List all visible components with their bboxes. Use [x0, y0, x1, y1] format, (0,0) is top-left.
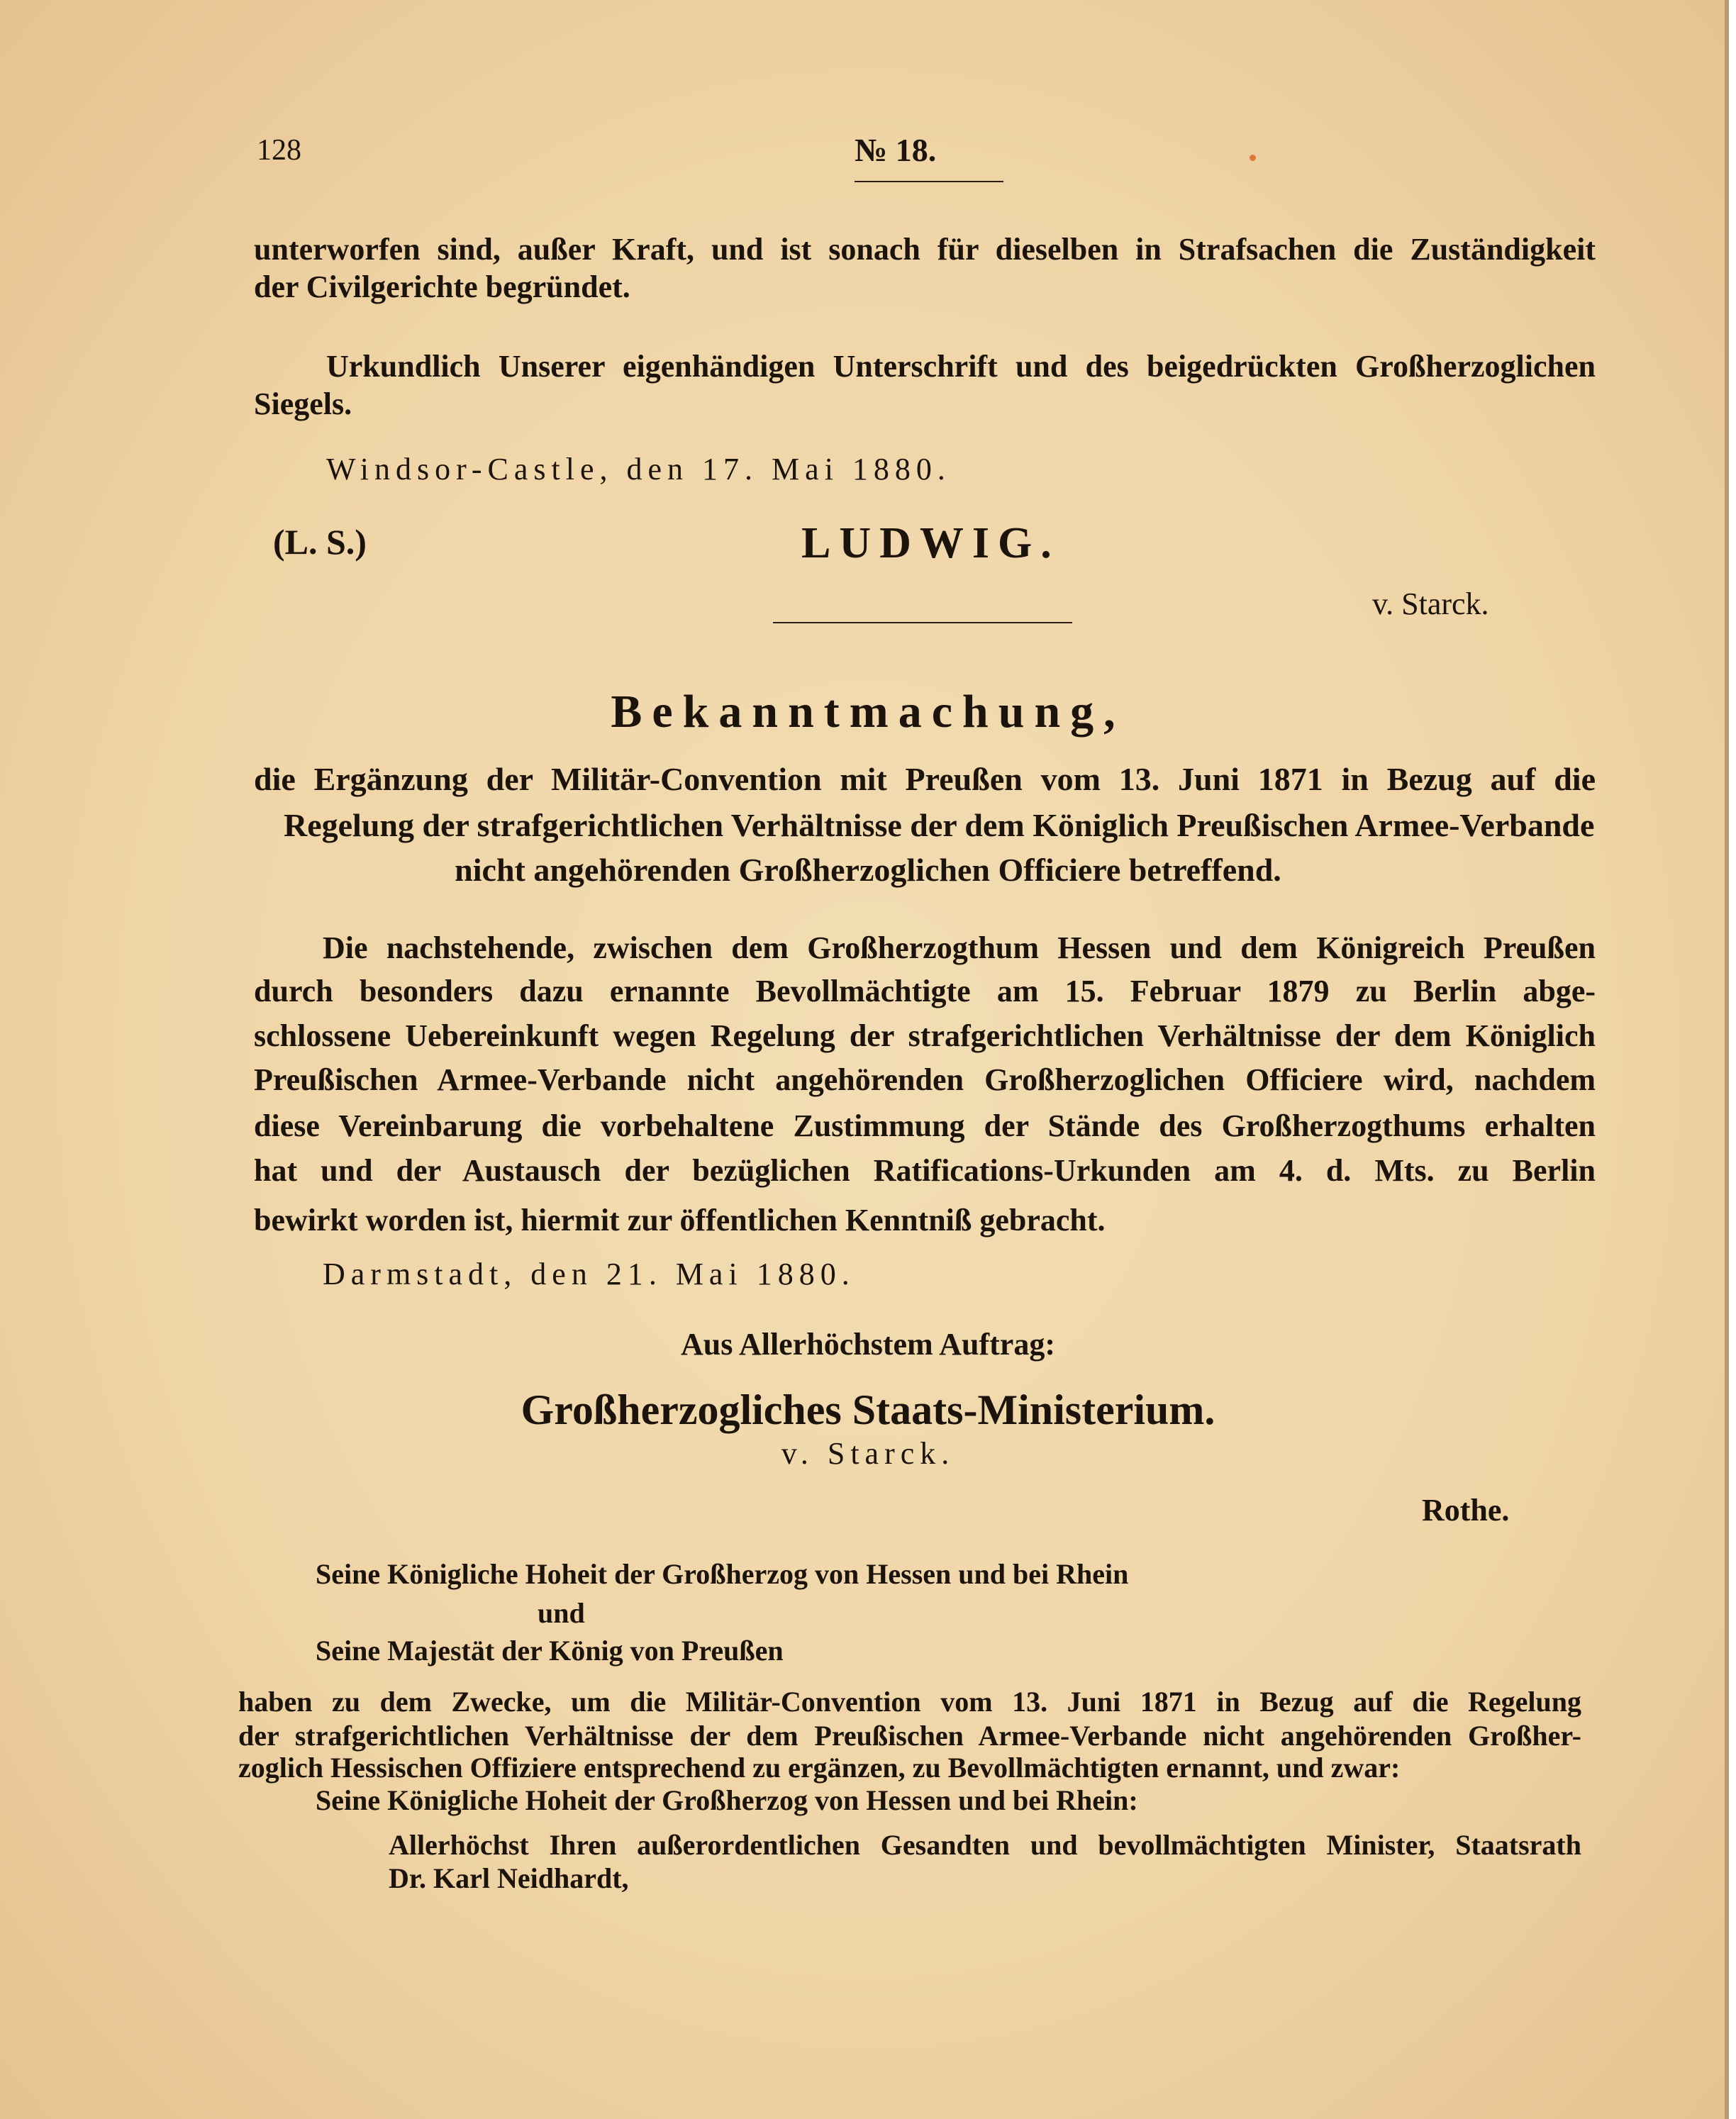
- conjunction: und: [538, 1597, 585, 1629]
- signature: LUDWIG.: [801, 519, 1060, 567]
- text-line: Allerhöchst Ihren außerordentlichen Gesandten und bevollmächtigten Minister, Staatsrath: [389, 1829, 1581, 1861]
- text-line: der Civilgerichte begründet.: [254, 269, 630, 304]
- seal-mark: (L. S.): [273, 522, 367, 562]
- plenipotentiary-name: Dr. Karl Neidhardt,: [389, 1862, 629, 1894]
- text-line: zoglich Hessischen Offiziere entsprechend zu ergänzen, zu Bevollmächtigten ernannt, und zwar:: [238, 1752, 1401, 1784]
- page-number: 128: [257, 134, 301, 167]
- text-line: Die nachstehende, zwischen dem Großherzogthum Hessen und dem Königreich Preußen: [323, 930, 1596, 965]
- notice-subtitle: die Ergänzung der Militär-Convention mit Preußen vom 13. Juni 1871 in Bezug auf die: [254, 761, 1596, 797]
- page-edge: [1729, 0, 1736, 2119]
- by-order: Aus Allerhöchstem Auftrag:: [681, 1327, 1055, 1362]
- text-line: Preußischen Armee-Verbande nicht angehörenden Großherzoglichen Officiere wird, nachdem: [254, 1062, 1596, 1097]
- text-line: haben zu dem Zwecke, um die Militär-Convention vom 13. Juni 1871 in Bezug auf die Regelung: [238, 1686, 1581, 1718]
- text-line: diese Vereinbarung die vorbehaltene Zustimmung der Stände des Großherzogthums erhalten: [254, 1108, 1596, 1143]
- secretary-signature: Rothe.: [1422, 1493, 1510, 1528]
- section-divider: [773, 622, 1072, 623]
- issue-number: № 18.: [855, 132, 937, 168]
- text-line: hat und der Austausch der bezüglichen Ratifications-Urkunden am 4. d. Mts. zu Berlin: [254, 1153, 1596, 1188]
- issue-underline: [855, 181, 1003, 182]
- notice-subtitle: Regelung der strafgerichtlichen Verhältnisse der dem Königlich Preußischen Armee-Verbande: [284, 807, 1595, 843]
- notice-subtitle: nicht angehörenden Großherzoglichen Officiere betreffend.: [455, 852, 1281, 888]
- party-one-designation: Seine Königliche Hoheit der Großherzog von Hessen und bei Rhein:: [316, 1784, 1138, 1816]
- text-line: durch besonders dazu ernannte Bevollmächtigte am 15. Februar 1879 zu Berlin abge-: [254, 974, 1596, 1008]
- party-two: Seine Majestät der König von Preußen: [316, 1635, 784, 1667]
- notice-title: Bekanntmachung,: [611, 686, 1125, 738]
- countersignature: v. Starck.: [1372, 586, 1489, 621]
- party-one: Seine Königliche Hoheit der Großherzog von Hessen und bei Rhein: [316, 1558, 1129, 1590]
- ministry-name: Großherzogliches Staats-Ministerium.: [521, 1386, 1215, 1433]
- ink-spot: [1250, 155, 1256, 161]
- minister-signature: v. Starck.: [781, 1436, 955, 1471]
- text-line: schlossene Uebereinkunft wegen Regelung der strafgerichtlichen Verhältnisse der dem Königlich: [254, 1018, 1596, 1053]
- text-line: der strafgerichtlichen Verhältnisse der dem Preußischen Armee-Verbande nicht angehörenden Großher-: [238, 1720, 1581, 1752]
- text-line: unterworfen sind, außer Kraft, und ist sonach für dieselben in Strafsachen die Zuständigkeit: [254, 232, 1596, 267]
- text-line: Urkundlich Unserer eigenhändigen Unterschrift und des beigedrückten Großherzoglichen: [326, 349, 1596, 384]
- place-date: Windsor-Castle, den 17. Mai 1880.: [326, 452, 951, 486]
- text-line: bewirkt worden ist, hiermit zur öffentlichen Kenntniß gebracht.: [254, 1203, 1106, 1238]
- place-date: Darmstadt, den 21. Mai 1880.: [323, 1257, 855, 1291]
- text-line: Siegels.: [254, 386, 352, 421]
